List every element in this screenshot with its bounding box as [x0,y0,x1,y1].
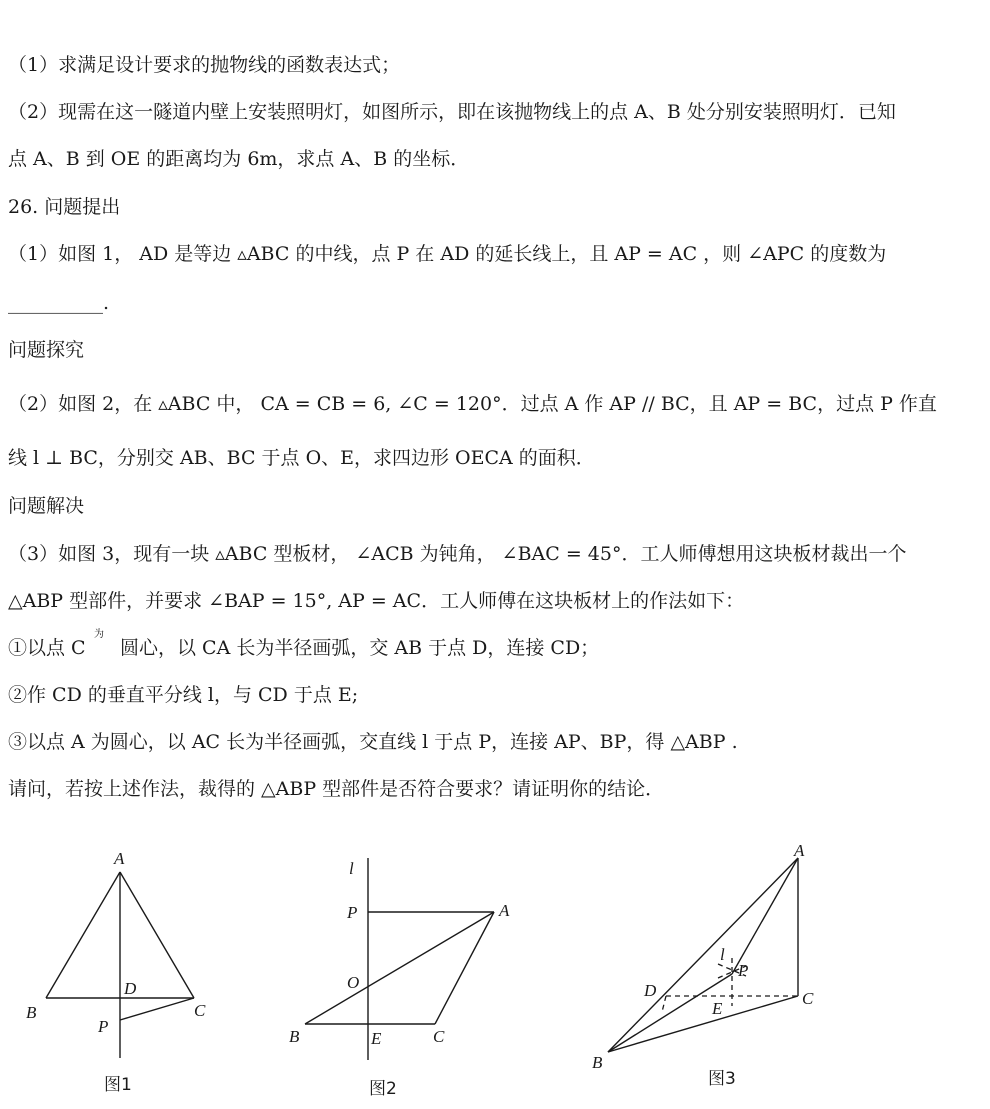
step-1-superscript: 为 [94,629,104,640]
text-line-9: 线 l ⊥ BC，分别交 AB、BC 于点 O、E，求四边形 OECA 的面积． [8,447,595,469]
fig2-label-a: A [499,901,510,920]
question-26-heading: 26. 问题提出 [8,196,121,218]
fig1-label-b: B [26,1003,37,1022]
fig3-label-l: l [720,945,725,964]
text-line-2: （2）现需在这一隧道内壁上安装照明灯，如图所示，即在该抛物线上的点 A、B 处分别安装照明灯．已知 [8,101,896,123]
figure-3-diagram [580,836,830,1101]
fig2-segment-ab [305,912,494,1024]
fig2-label-e: E [371,1029,382,1048]
step-1-text: 圆心，以 CA 长为半径画弧，交 AB 于点 D，连接 CD； [120,637,600,659]
fig2-label-b: B [289,1027,300,1046]
figure-3 [580,836,830,1101]
fig3-tick-d [662,996,666,1012]
fig2-label-c: C [433,1027,445,1046]
fig2-caption: 图2 [369,1079,397,1099]
text-line-3: 点 A、B 到 OE 的距离均为 6m，求点 A、B 的坐标． [8,148,470,170]
fig1-label-a: A [114,849,125,868]
text-line-5: （1）如图 1， AD 是等边 ▵ABC 的中线，点 P 在 AD 的延长线上，且 AP = AC ，则 ∠APC 的度数为 [8,243,887,265]
section-heading-solve: 问题解决 [8,495,85,517]
step-3-text: ③以点 A 为圆心，以 AC 长为半径画弧，交直线 l 于点 P，连接 AP、BP，得 △ABP . [8,731,738,753]
fig1-label-p: P [98,1017,109,1036]
figure-1-diagram [20,840,230,1105]
step-2-text: ②作 CD 的垂直平分线 l，与 CD 于点 E; [8,684,359,706]
fig3-label-e: E [712,999,723,1018]
text-line-11: （3）如图 3，现有一块 ▵ABC 型板材， ∠ACB 为钝角， ∠BAC = 45°．工人师傅想用这块板材裁出一个 [8,543,907,565]
fig3-side-ab [608,858,798,1052]
fig3-caption: 图3 [708,1069,736,1089]
text-line-12: △ABP 型部件，并要求 ∠BAP = 15°, AP = AC．工人师傅在这块板材上的作法如下： [8,590,745,612]
fig1-side-ab [46,872,120,998]
fig2-label-l: l [349,859,354,878]
fig1-caption: 图1 [104,1075,132,1095]
fig2-label-p: P [347,903,358,922]
fig3-label-c: C [802,989,814,1008]
fig1-line-pc [120,998,194,1020]
fig3-label-d: D [644,981,657,1000]
answer-blank: __________. [8,292,110,314]
step-1-prefix: ①以点 C [8,637,86,659]
figure-2-diagram [285,850,525,1105]
fig2-label-o: O [347,973,360,992]
figure-1 [20,840,230,1105]
figure-2 [285,850,525,1105]
fig1-label-c: C [194,1001,206,1020]
fig3-label-a: A [794,841,805,860]
fig3-label-b: B [592,1053,603,1072]
section-heading-explore: 问题探究 [8,339,85,361]
text-line-1: （1）求满足设计要求的抛物线的函数表达式； [8,54,401,76]
fig3-side-bc [608,996,798,1052]
question-prompt: 请问，若按上述作法，裁得的 △ABP 型部件是否符合要求？请证明你的结论． [8,778,665,800]
text-line-8: （2）如图 2，在 ▵ABC 中， CA = CB = 6, ∠C = 120°．过点 A 作 AP // BC，且 AP = BC，过点 P 作直 [8,393,937,415]
fig1-label-d: D [124,979,137,998]
fig3-label-p: P [738,961,749,980]
